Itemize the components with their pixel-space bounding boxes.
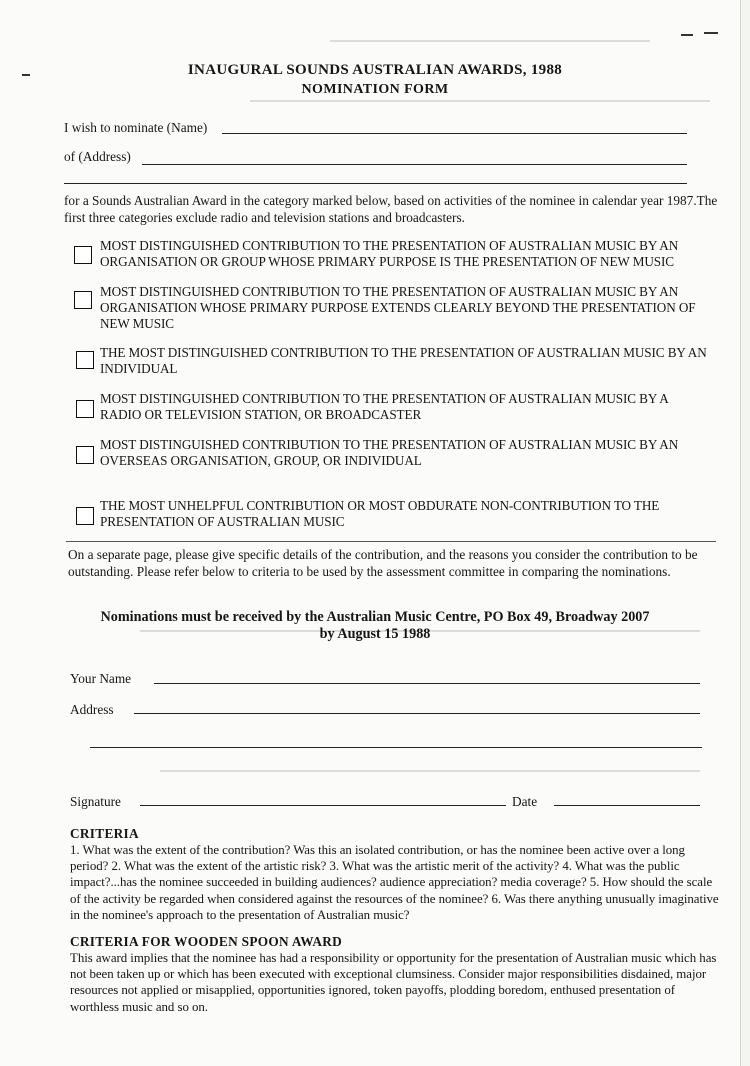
deadline-line-2: by August 15 1988 (319, 626, 431, 642)
intro-text: for a Sounds Australian Award in the category marked below, based on activities of the nominee in calendar year 1987.The first three categories exclude radio and television stations and broadcasters. (64, 193, 718, 225)
your-name-label: Your Name (70, 671, 132, 686)
deadline-line-1: Nominations must be received by the Australian Music Centre, PO Box 49, Broadway 2007 (100, 609, 650, 625)
nominee-address-label: of (Address) (64, 149, 131, 164)
section-divider (66, 541, 716, 542)
category-checkbox-5[interactable] (76, 446, 94, 464)
date-label: Date (512, 794, 538, 809)
category-label-5: MOST DISTINGUISHED CONTRIBUTION TO THE PRESENTATION OF AUSTRALIAN MUSIC BY AN OVERSEAS ORGANISATION, GROUP, OR INDIVIDUAL (100, 437, 679, 468)
nominee-name-field[interactable] (222, 133, 687, 134)
your-address-field[interactable] (134, 713, 700, 714)
category-checkbox-1[interactable] (74, 246, 92, 264)
your-name-field[interactable] (154, 683, 700, 684)
show-through-line (250, 100, 710, 102)
signature-label: Signature (70, 794, 121, 809)
nominee-address-field[interactable] (142, 164, 687, 165)
your-address-field-line2[interactable] (90, 747, 702, 748)
wooden-spoon-heading: CRITERIA FOR WOODEN SPOON AWARD (70, 934, 343, 949)
criteria-heading: CRITERIA (70, 826, 139, 841)
details-note: On a separate page, please give specific details of the contribution, and the reasons you consider the contribution to be outstanding. Please refer below to criteria to be used by the assessment committee in comparing the nominations. (68, 547, 698, 579)
show-through-line (330, 40, 650, 42)
category-label-3: THE MOST DISTINGUISHED CONTRIBUTION TO THE PRESENTATION OF AUSTRALIAN MUSIC BY AN INDIVIDUAL (100, 345, 707, 376)
category-label-1: MOST DISTINGUISHED CONTRIBUTION TO THE PRESENTATION OF AUSTRALIAN MUSIC BY AN ORGANISATION OR GROUP WHOSE PRIMARY PURPOSE IS THE PRESENTATION OF NEW MUSIC (100, 238, 679, 269)
criteria-text: 1. What was the extent of the contribution? Was this an isolated contribution, or has the nominee been active over a long period? 2. What was the extent of the artistic risk? 3. What was the artistic merit of the activity? 4. What was the public impact?...has the nominee succeeded in building audiences? audience appreciation? media coverage? 5. How should the scale of the activity be regarded when considered against the resources of the nominee? 6. Was there anything unusually imaginative in the nominee's approach to the presentation of Australian music? (70, 843, 719, 922)
nominee-name-label: I wish to nominate (Name) (64, 120, 208, 135)
form-title: INAUGURAL SOUNDS AUSTRALIAN AWARDS, 1988 (187, 62, 563, 78)
form-subtitle: NOMINATION FORM (301, 82, 449, 97)
category-checkbox-2[interactable] (74, 291, 92, 309)
show-through-line (160, 770, 700, 772)
wooden-spoon-checkbox[interactable] (76, 507, 94, 525)
category-checkbox-4[interactable] (76, 400, 94, 418)
category-checkbox-3[interactable] (76, 351, 94, 369)
signature-field[interactable] (140, 805, 506, 806)
scan-mark (704, 32, 718, 34)
category-label-4: MOST DISTINGUISHED CONTRIBUTION TO THE PRESENTATION OF AUSTRALIAN MUSIC BY A RADIO OR TELEVISION STATION, OR BROADCASTER (100, 391, 668, 422)
wooden-spoon-label: THE MOST UNHELPFUL CONTRIBUTION OR MOST OBDURATE NON-CONTRIBUTION TO THE PRESENTATION OF AUSTRALIAN MUSIC (100, 498, 660, 529)
scan-mark (681, 34, 693, 36)
wooden-spoon-text: This award implies that the nominee has had a responsibility or opportunity for the presentation of Australian music which has not been taken up or which has been executed with exceptional clumsiness. Consider major responsibilities disdained, major resources not applied or misapplied, opportunities ignored, token payoffs, plodding boredom, enthused presentation of worthless music and so on. (70, 951, 717, 1014)
nominee-address-field-line2[interactable] (64, 183, 687, 184)
your-address-label: Address (70, 702, 114, 717)
category-label-2: MOST DISTINGUISHED CONTRIBUTION TO THE PRESENTATION OF AUSTRALIAN MUSIC BY AN ORGANISATION WHOSE PRIMARY PURPOSE EXTENDS CLEARLY BEYOND THE PRESENTATION OF NEW MUSIC (100, 284, 696, 331)
date-field[interactable] (554, 805, 700, 806)
